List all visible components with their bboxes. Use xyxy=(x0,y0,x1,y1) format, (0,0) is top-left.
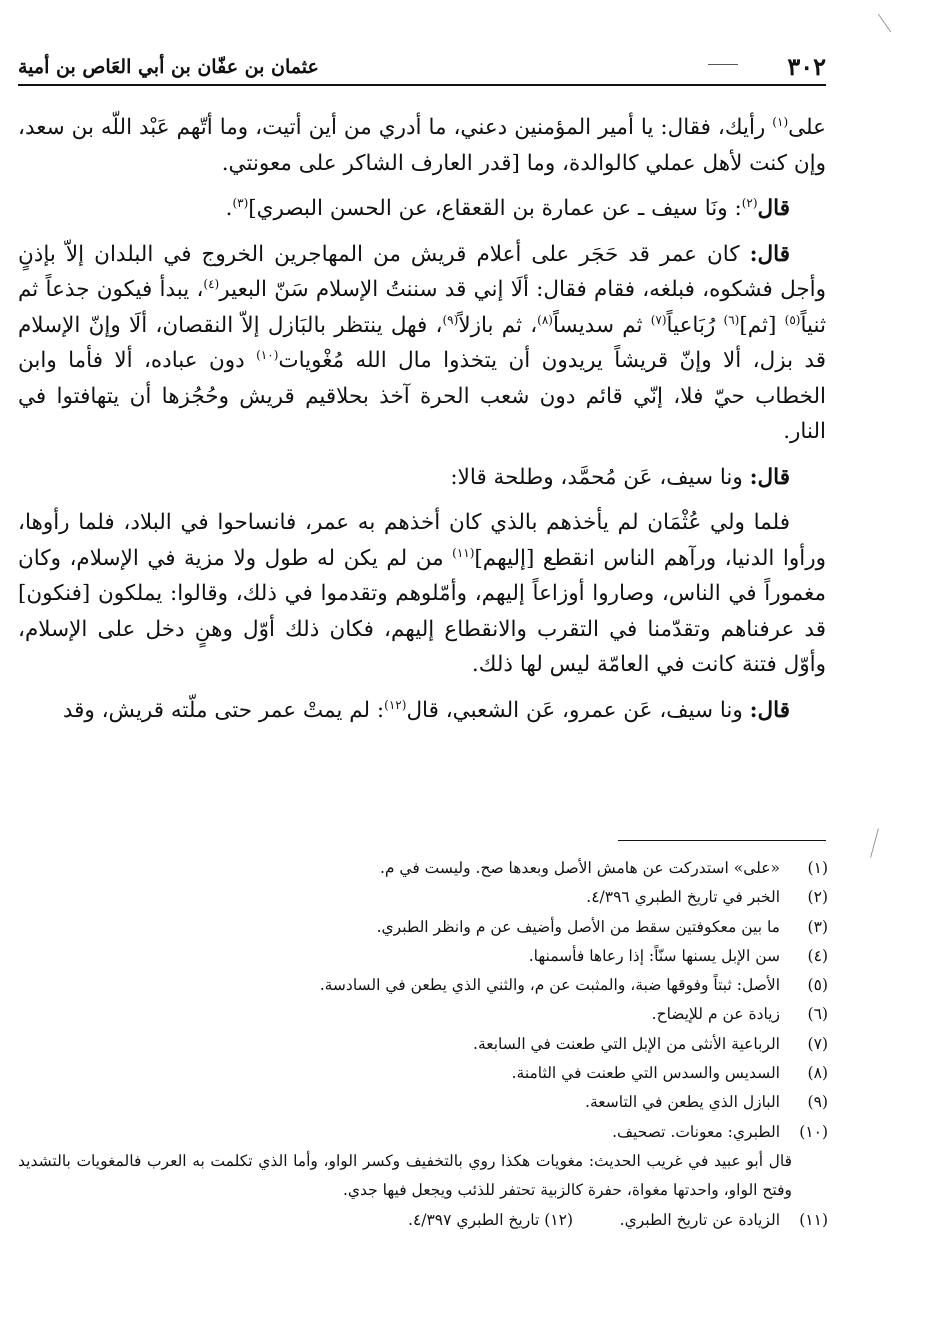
page-header xyxy=(18,50,826,86)
text-run: ونا سيف، عَن عمرو، عَن الشعبي، قال xyxy=(406,697,750,723)
footnote-text: الخبر في تاريخ الطبري ٤/٣٩٦. xyxy=(586,888,780,907)
footnote-number: (١٢) xyxy=(544,1210,573,1229)
keyword-qal: قال: xyxy=(749,697,790,723)
footnote-ref[interactable]: (٣) xyxy=(232,195,249,210)
text-run: . xyxy=(225,196,233,221)
text-run: على xyxy=(788,115,826,140)
footnote xyxy=(620,1206,828,1235)
footnote-number: (٩) xyxy=(807,1093,828,1112)
footnote-text: الرباعية الأنثى من الإبل التي طعنت في السابعة. xyxy=(473,1034,780,1053)
text-run: دون عباده، ألا فأما وابن الخطاب حيّ فلا، إنّي قائم دون شعب الحرة آخذ بحلاقيم قريش وحُجُزها أن يتهافتوا في النار. xyxy=(18,348,826,444)
footnote-ref[interactable]: (١١) xyxy=(452,545,475,560)
footnote-number: (١) xyxy=(807,859,828,877)
keyword-qal: قال: xyxy=(749,241,790,267)
footnote-number: (١٠) xyxy=(799,1122,828,1141)
text-run: ونا سيف، عَن مُحمَّد، وطلحة قالا: xyxy=(450,464,750,490)
text-run: ، فهل ينتظر بالبَازل إلاّ النقصان، ألَا وإنّ الإسلام قد بزل، ألا وإنّ قريشاً يريدون أن يتخذوا مال الله مُغْويات xyxy=(18,312,826,373)
footnote xyxy=(18,1030,828,1059)
text-run: رُبَاعياً xyxy=(666,312,724,338)
paragraph xyxy=(18,191,826,227)
keyword-qal: قال xyxy=(757,196,790,221)
footnote xyxy=(18,1000,828,1029)
footnote-ref[interactable]: (٥) xyxy=(784,312,801,327)
text-run: من لم يكن له طول ولا مزية في الإسلام، وكان مغموراً في الناس، وصاروا أوزاعاً إليهم، وأمّلوهم وتقدموا في ذلك، وقالوا: يملكون [فنكون] قد عرفناهم وتقدّمنا في التقرب والانقطاع إليهم، فكان ذلك أوّل وهنٍ دخل على الإسلام، وأوّل فتنة كانت في العامّة ليس لها ذلك. xyxy=(18,545,826,677)
footnote-number: (٧) xyxy=(807,1034,828,1053)
footnote-number: (١١) xyxy=(799,1210,828,1229)
footnote xyxy=(18,854,828,883)
text-run: ثم سديساً xyxy=(552,312,651,338)
footnote-text: الأصل: ثبتاً وفوقها ضبة، والمثبت عن م، والثني الذي يطعن في السادسة. xyxy=(319,976,780,995)
footnote-number: (٣) xyxy=(807,917,828,936)
footnote xyxy=(18,1059,828,1088)
text-run: : ونَا سيف ـ عن عمارة بن القعقاع، عن الحسن البصري] xyxy=(248,196,742,221)
footnote xyxy=(18,971,828,1000)
main-text xyxy=(18,110,826,738)
footnote-ref[interactable]: (٤) xyxy=(203,276,220,291)
footnote-pair xyxy=(18,1206,828,1235)
footnote xyxy=(18,942,828,971)
footnote-ref[interactable]: (٢) xyxy=(741,195,758,210)
footnote-text: السديس والسدس التي طعنت في الثامنة. xyxy=(511,1064,780,1083)
footnote-number: (٥) xyxy=(807,976,828,995)
footnote-ref[interactable]: (٦) xyxy=(723,312,740,327)
footnote-ref[interactable]: (٧) xyxy=(650,312,667,327)
text-run: رأيك، فقال: يا أمير المؤمنين دعني، ما أدري من أين أتيت، وما أتّهم عَبْد اللّه بن سعد، وإن كنت لأهل عملي كالوالدة، وما [قدر العارف الشاكر على معونتي. xyxy=(18,115,826,176)
footnote-number: (٢) xyxy=(807,888,828,907)
footnote xyxy=(18,1118,828,1147)
footnote-continuation: قال أبو عبيد في غريب الحديث: مغويات هكذا روي بالتخفيف وكسر الواو، وأما الذي تكلمت به العرب فالمغويات بالتشديد وفتح الواو، واحدتها مغواة، حفرة كالزبية تحتفر للذئب ويجعل فيها جدي. xyxy=(18,1151,792,1200)
footnote xyxy=(408,1206,573,1235)
footnote-text: الطبري: معونات. تصحيف. xyxy=(612,1122,780,1141)
footnote-text: «على» استدركت عن هامش الأصل وبعدها صح. وليست في م. xyxy=(379,859,780,877)
footnote xyxy=(18,1088,828,1117)
footnote-ref[interactable]: (١) xyxy=(772,114,789,129)
text-run: كان عمر قد حَجَر على أعلام قريش من المهاجرين الخروج في البلدان إلاّ بإذنٍ وأجل فشكوه، فبلغه، فقام فقال: ألَا إني قد سننتُ الإسلام سَنّ البعير xyxy=(18,241,826,302)
footnote-ref[interactable]: (٩) xyxy=(442,312,459,327)
running-title: عثمان بن عفّان بن أبي العَاص بن أمية xyxy=(18,56,319,78)
text-run: فلما ولي عُثْمَان لم يأخذهم بالذي كان أخذهم به عمر، فانساحوا في البلاد، فلما رأوها، ورأوا الدنيا، ورآهم الناس انقطع [إليهم] xyxy=(18,510,826,571)
footnotes xyxy=(18,854,828,1235)
footnote-separator xyxy=(618,840,826,841)
header-mark xyxy=(708,64,738,65)
footnote-ref[interactable]: (١٠) xyxy=(256,347,279,362)
footnote-text: زيادة عن م للإيضاح. xyxy=(651,1005,780,1024)
footnote-ref[interactable]: (٨) xyxy=(537,312,553,327)
paragraph xyxy=(18,693,826,729)
footnote-number: (٦) xyxy=(807,1005,828,1024)
footnote xyxy=(18,913,828,942)
footnote-text: البازل الذي يطعن في التاسعة. xyxy=(585,1093,780,1112)
footnote-number: (٨) xyxy=(807,1064,828,1083)
footnote-text: ما بين معكوفتين سقط من الأصل وأضيف عن م وانظر الطبري. xyxy=(376,917,780,936)
text-run: [ثم] xyxy=(739,312,785,338)
scan-mark xyxy=(870,828,879,857)
text-run: : لم يمتْ عمر حتى ملّته قريش، وقد xyxy=(62,697,385,723)
footnote-text: تاريخ الطبري ٤/٣٩٧. xyxy=(408,1210,540,1229)
scan-mark xyxy=(878,14,891,33)
paragraph xyxy=(18,460,826,496)
paragraph xyxy=(18,237,826,450)
page-number: ٣٠٢ xyxy=(787,52,826,81)
footnote xyxy=(18,883,828,912)
text-run: ، يبدأ فيكون جذعاً ثم ثنياً xyxy=(18,277,826,338)
footnote-text: الزيادة عن تاريخ الطبري. xyxy=(619,1210,780,1229)
keyword-qal: قال: xyxy=(749,464,790,490)
footnote-number: (٤) xyxy=(807,946,828,965)
paragraph xyxy=(18,110,826,181)
paragraph xyxy=(18,505,826,683)
footnote-text: سن الإبل يسنها سنّاً: إذا رعاها فأسمنها. xyxy=(528,946,780,965)
footnote-ref[interactable]: (١٢) xyxy=(384,697,407,712)
text-run: ، ثم بازلاً xyxy=(458,312,538,338)
